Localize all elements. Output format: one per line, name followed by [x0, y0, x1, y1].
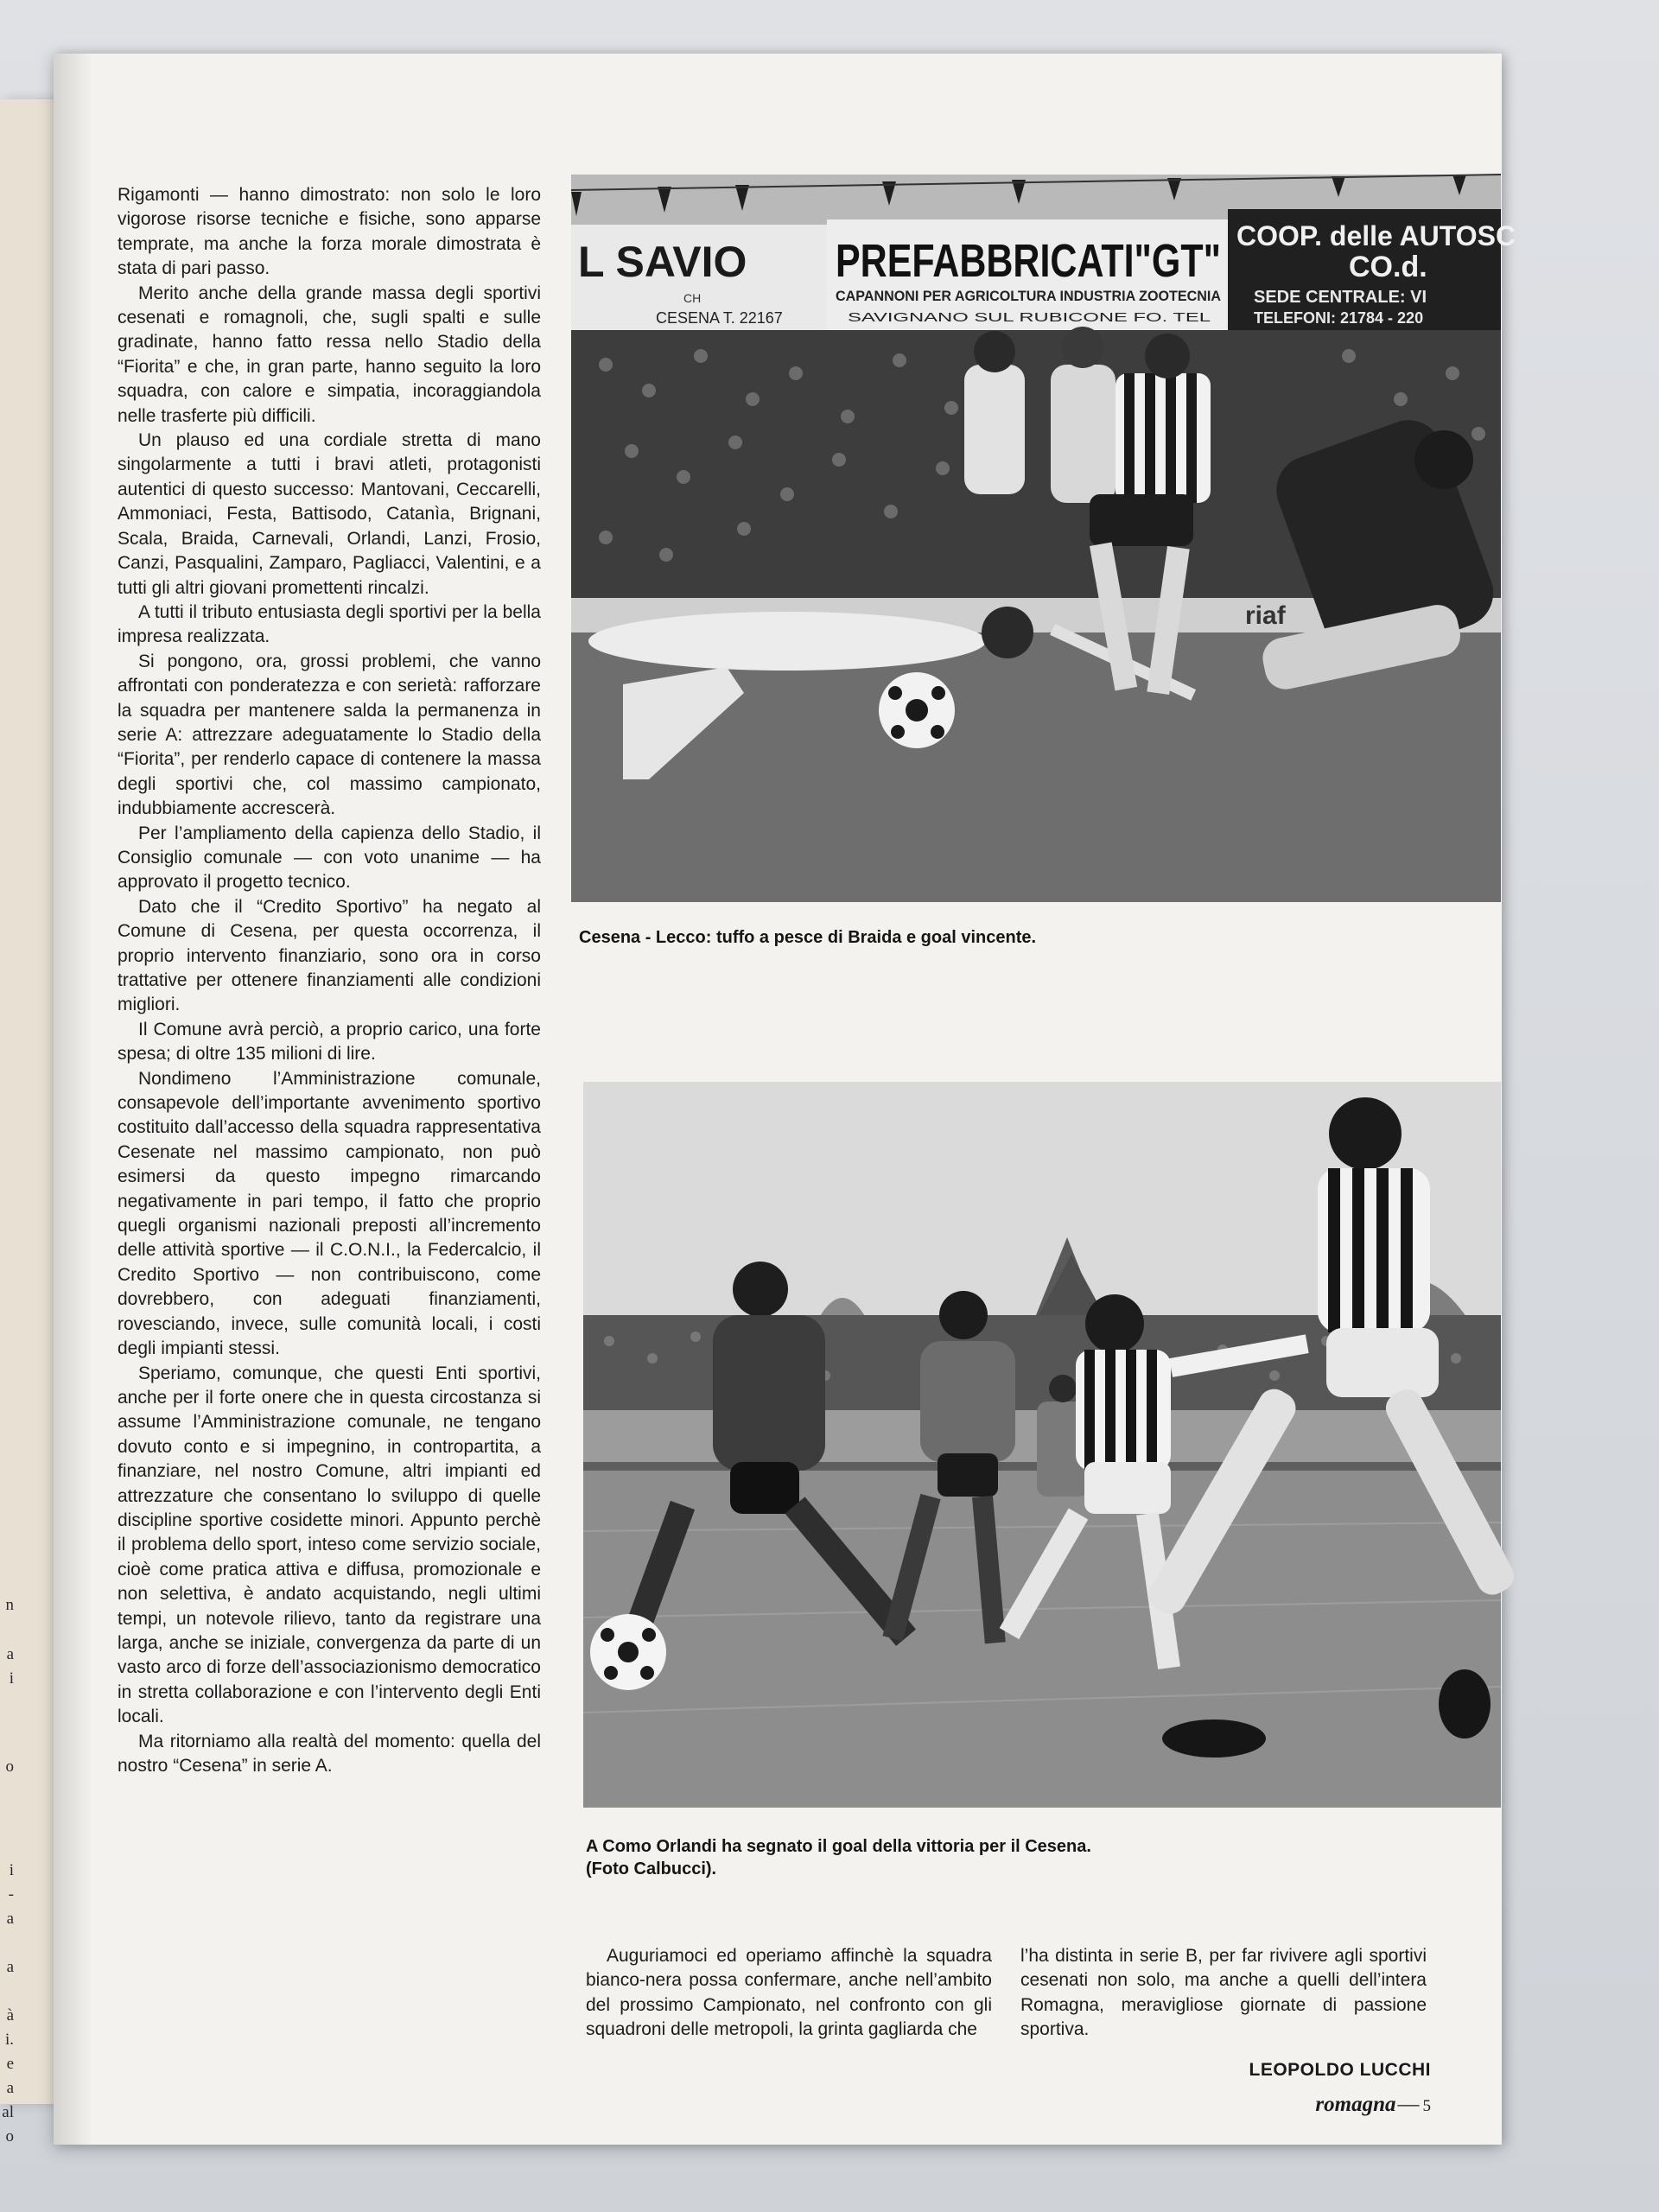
edge-fragment: i — [9, 1669, 14, 1688]
article-paragraph: Un plauso ed una cordiale stretta di mano singolarmente a tutti i bravi atleti, protagonisti autentici di questo successo: Mantovani, Ceccarelli, Ammoniaci, Festa, Battisodo, Catanìa, Brignani, Scala, Braida, Carnevali, Orlandi, Lanzi, Frosio, Canzi, Pasqualini, Zamparo, Pagliacci, Valentini, e a tutti gli altri giovani promettenti rincalzi. — [118, 430, 541, 598]
edge-fragment: à — [6, 2006, 14, 2024]
edge-fragment: al — [2, 2103, 14, 2121]
sign-coop: COOP. delle AUTOSC — [1236, 220, 1516, 251]
article-paragraph: Per l’ampliamento della capienza dello Stadio, il Consiglio comunale — con voto unanime — ha approvato il progetto tecnico. — [118, 823, 541, 893]
sign-savio-sub: CH — [683, 291, 702, 305]
edge-fragment: o — [5, 2127, 14, 2145]
closing-column-2 — [1020, 1944, 1427, 2043]
page-footer — [1168, 2093, 1431, 2117]
edge-fragment: a — [6, 1645, 14, 1663]
sign-savio: L SAVIO — [578, 238, 747, 286]
sign-prefabbricati-city: SAVIGNANO SUL RUBICONE FO. TEL — [848, 310, 1211, 325]
sign-cod: CO.d. — [1349, 251, 1427, 283]
footer-dash: — — [1397, 2093, 1420, 2116]
page-number: 5 — [1422, 2097, 1431, 2115]
magazine-page — [54, 54, 1516, 2145]
article-paragraph: l’ha distinta in serie B, per far rivivere agli sportivi cesenati non solo, ma anche a quelli dell’intera Romagna, meravigliose giornate di passione sportiva. — [1020, 1946, 1427, 2040]
gutter-shadow — [54, 54, 92, 2145]
edge-fragment: e — [6, 2055, 14, 2073]
article-paragraph: Merito anche della grande massa degli sportivi cesenati e romagnoli, che, sugli spalti e sulle gradinate, hanno fatto ressa nello Stadio della “Fiorita” e che, in gran parte, hanno seguito la loro squadra, con calore e simpatia, incoraggiandola nelle trasferte più difficili. — [118, 283, 541, 426]
article-paragraph: A tutti il tributo entusiasta degli sportivi per la bella impresa realizzata. — [118, 601, 541, 647]
edge-fragment: i — [9, 1861, 14, 1879]
edge-fragment: i. — [4, 2031, 14, 2049]
magazine-name: romagna — [1315, 2093, 1396, 2116]
author-signature: LEOPOLDO LUCCHI — [1249, 2060, 1431, 2080]
article-paragraph: Dato che il “Credito Sportivo” ha negato al Comune di Cesena, per questa occorrenza, il proprio intervento finanziario, sono ora in corso trattative per ottenere finanziamenti alle condizioni migliori. — [118, 896, 541, 1015]
article-paragraph: Auguriamoci ed operiamo affinchè la squadra bianco-nera possa confermare, anche nell’ambito del prossimo Campionato, nel confronto con gli squadroni delle metropoli, la grinta gagliarda che — [586, 1946, 992, 2040]
sign-sede: SEDE CENTRALE: VI — [1254, 288, 1427, 307]
article-paragraph: Rigamonti — hanno dimostrato: non solo le loro vigorose risorse tecniche e fisiche, sono apparse temprate, ma anche la forza morale dimostrata è stata di pari passo. — [118, 185, 541, 279]
photo-caption — [586, 1835, 1450, 1880]
photo-cesena-lecco — [571, 175, 1516, 902]
sign-telefoni: TELEFONI: 21784 - 220 — [1254, 309, 1424, 327]
closing-column-1 — [586, 1944, 992, 2043]
article-paragraph: Si pongono, ora, grossi problemi, che vanno affrontati con ponderatezza e con serietà: rafforzare la squadra per mantenere salda la permanenza in serie A: attrezzare adeguatamente lo Stadio della “Fiorita”, per renderlo capace di contenere la massa degli sportivi che, col massimo campionato, indubbiamente accrescerà. — [118, 651, 541, 819]
photo-como-orlandi — [583, 1082, 1501, 1808]
article-paragraph: Ma ritorniamo alla realtà del momento: quella del nostro “Cesena” in serie A. — [118, 1731, 541, 1776]
edge-fragment: a — [6, 2079, 14, 2097]
edge-fragment: n — [5, 1596, 14, 1614]
photo-caption: Cesena - Lecco: tuffo a pesce di Braida e goal vincente. — [579, 928, 1037, 947]
article-paragraph: Speriamo, comunque, che questi Enti sportivi, anche per il forte onere che in questa circostanza si assume l’Amministrazione comunale, ne tengano dovuto conto e si impegnino, in contropartita, a finanziare, nel nostro Comune, altri impianti ed attrezzature che consentano lo sviluppo di quelle discipline sportive cosidette minori. Appunto perchè il problema dello sport, inteso come servizio sociale, cioè come pratica attiva e diffusa, promozionale e non selettiva, è andato acquistando, negli ultimi tempi, un notevole rilievo, tanto da registrare una larga, anche se iniziale, convergenza da parte di un vasto arco di forze dell’associazionismo democratico in stretta collaborazione e con l’intervento degli Enti locali. — [118, 1363, 541, 1727]
photo-credit: (Foto Calbucci). — [586, 1859, 717, 1878]
sign-savio-phone: CESENA T. 22167 — [656, 309, 783, 327]
photo-caption-line: A Como Orlandi ha segnato il goal della vittoria per il Cesena. — [586, 1837, 1091, 1856]
sign-prefabbricati-sub: CAPANNONI PER AGRICOLTURA INDUSTRIA ZOOTECNIA — [836, 288, 1221, 304]
article-paragraph: Nondimeno l’Amministrazione comunale, consapevole dell’importante avvenimento sportivo costituito dall’accesso della squadra rappresentativa Cesenate nel massimo campionato, non può esimersi da questo impegno rimarcando negativamente in pari tempo, il fatto che proprio quegli organismi nazionali preposti all’incremento delle attività sportive — il C.O.N.I., la Federcalcio, il Credito Sportivo — non contribuiscono, come dovrebbero, con adeguati finanziamenti, rovesciando, invece, sulle comunità locali, i costi degli impianti stessi. — [118, 1068, 541, 1359]
article-column — [118, 183, 541, 1778]
edge-fragment: a — [6, 1910, 14, 1928]
edge-fragment: - — [8, 1885, 14, 1904]
edge-fragment: a — [6, 1958, 14, 1976]
sign-riaf: riaf — [1245, 601, 1286, 630]
sign-prefabbricati: PREFABBRICATI"GT" — [836, 235, 1221, 287]
edge-fragment: o — [5, 1758, 14, 1776]
article-paragraph: Il Comune avrà perciò, a proprio carico, una forte spesa; di oltre 135 milioni di lire. — [118, 1019, 541, 1065]
